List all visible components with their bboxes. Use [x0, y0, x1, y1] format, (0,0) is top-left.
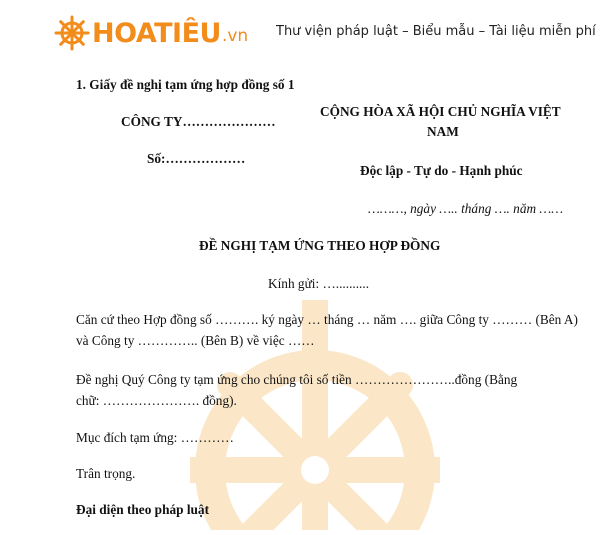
paragraph-basis-line2: và Công ty ………….. (Bên B) về việc ……: [76, 333, 315, 348]
logo-suffix: .vn: [221, 26, 249, 46]
document-title: ĐỀ NGHỊ TẠM ỨNG THEO HỢP ĐỒNG: [199, 238, 441, 253]
site-tagline: Thư viện pháp luật – Biểu mẫu – Tài liệu miễn phí: [276, 24, 596, 39]
paragraph-request-line1: Đề nghị Quý Công ty tạm ứng cho chúng tôi số tiền …………………..đồng (Bằng: [76, 372, 518, 387]
purpose-line: Mục đích tạm ứng: …………: [76, 430, 234, 445]
document-number: Số:………………: [147, 151, 246, 166]
signer-title: Đại diện theo pháp luật: [76, 502, 210, 517]
section-title: 1. Giấy đề nghị tạm ứng hợp đồng số 1: [76, 77, 295, 92]
ship-wheel-icon: [54, 15, 90, 51]
country-name-line2: NAM: [427, 124, 459, 139]
paragraph-request-line2: chữ: …………………. đồng).: [76, 393, 237, 408]
paragraph-basis-line1: Căn cứ theo Hợp đồng số ………. ký ngày … tháng … năm …. giữa Công ty ……… (Bên A): [76, 312, 578, 327]
recipient-line: Kính gửi: …..........: [268, 276, 370, 291]
national-motto: Độc lập - Tự do - Hạnh phúc: [360, 163, 523, 178]
logo-text: HOATIÊU: [92, 17, 221, 49]
company-name: CÔNG TY…………………: [121, 114, 276, 129]
date-line: ………, ngày ….. tháng …. năm ……: [368, 201, 564, 216]
site-logo[interactable]: [54, 13, 248, 53]
country-name-line1: CỘNG HÒA XÃ HỘI CHỦ NGHĨA VIỆT: [320, 104, 561, 119]
site-header: [0, 0, 615, 66]
closing-line: Trân trọng.: [76, 466, 136, 481]
